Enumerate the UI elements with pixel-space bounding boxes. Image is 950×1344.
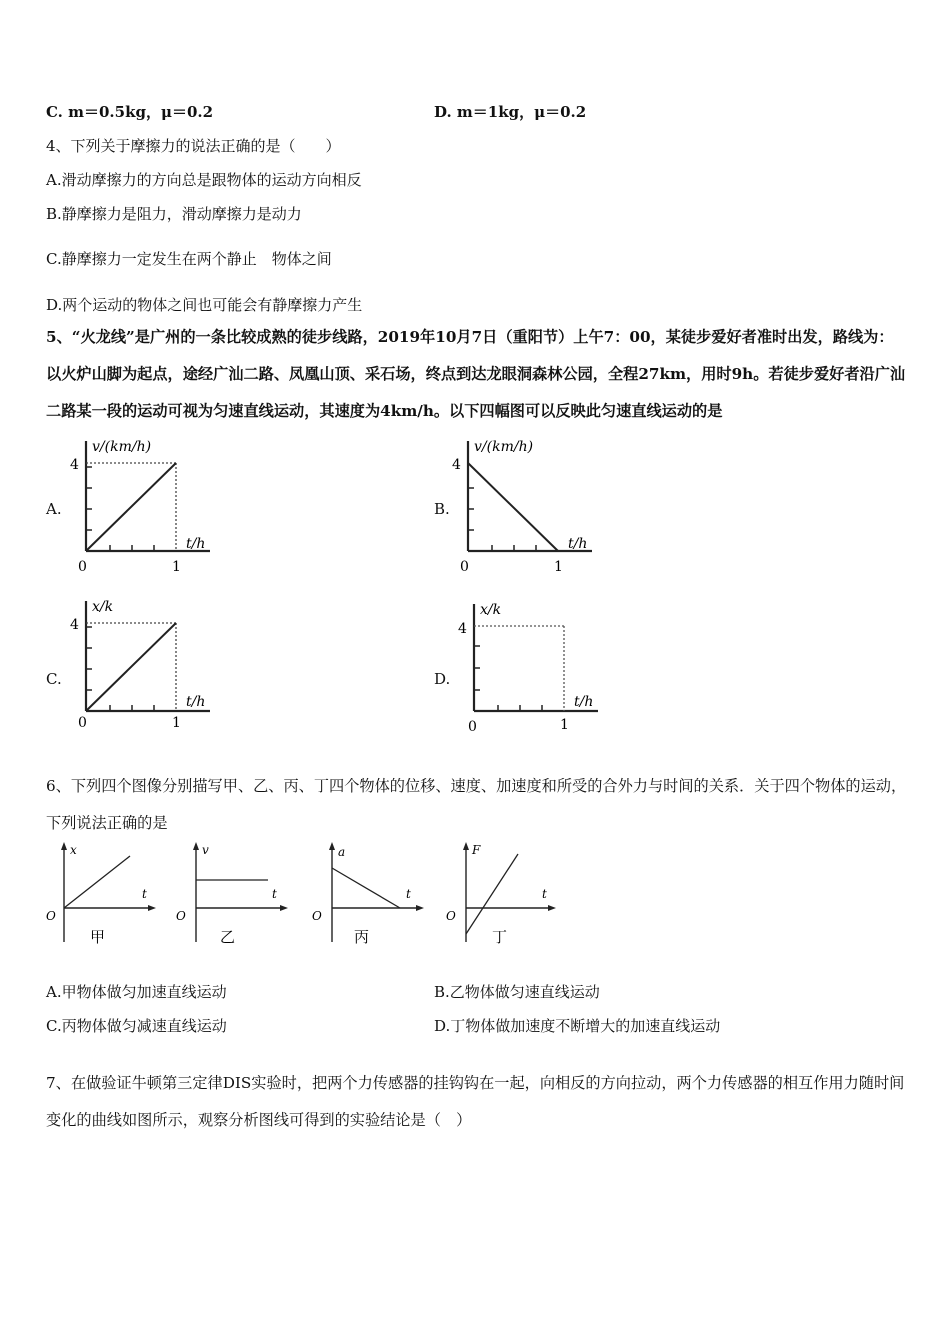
- q5-graph-a-xtick: 1: [172, 559, 181, 575]
- q4-stem: 4、下列关于摩擦力的说法正确的是（ ）: [46, 137, 341, 155]
- q5-graph-d-ytick: 4: [458, 621, 467, 637]
- q7-stem: 7、在做验证牛顿第三定律DIS实验时，把两个力传感器的挂钩钩在一起，向相反的方向拉动，两个力传感器的相互作用力随时间变化的曲线如图所示，观察分析图线可得到的实验结论是（ ）: [46, 1074, 905, 1129]
- q5-graph-c-ytick: 4: [70, 617, 79, 633]
- q5-graph-b-xlabel: t/h: [568, 536, 588, 552]
- q4-option-b: B.静摩擦力是阻力，滑动摩擦力是动力: [46, 205, 302, 223]
- q5-graph-d-xtick: 1: [560, 717, 569, 733]
- q6-graph-ding: [440, 842, 560, 950]
- q6-jia-caption: 甲: [90, 928, 106, 946]
- q5-graph-a-ylabel: v/(km/h): [92, 439, 152, 455]
- q6-jia-line: [64, 856, 130, 908]
- q5-graph-a-origin: 0: [78, 559, 87, 575]
- q5-graph-d-label: D.: [434, 670, 451, 688]
- q6-graph-yi: [172, 842, 292, 950]
- q6-jia-origin: O: [46, 909, 56, 923]
- q6-yi-origin: O: [176, 909, 186, 923]
- q5-graph-c-line: [86, 623, 176, 711]
- q5-graph-d-ylabel: x/k: [480, 602, 502, 618]
- q5-graph-d: [448, 596, 618, 746]
- q6-ding-ylabel: F: [472, 843, 481, 857]
- q5-graph-d-origin: 0: [468, 719, 477, 735]
- q6-ding-caption: 丁: [492, 928, 508, 946]
- q3-option-d: D. m＝1kg，μ＝0.2: [434, 103, 587, 121]
- q5-graph-a: [60, 433, 230, 583]
- q5-graph-b-label: B.: [434, 500, 450, 518]
- q6-option-c: C.丙物体做匀减速直线运动: [46, 1017, 227, 1035]
- q5-graph-b-ytick: 4: [452, 457, 461, 473]
- q5-graph-c: [60, 593, 230, 743]
- q6-jia-xlabel: t: [142, 887, 147, 901]
- q5-graph-b-xtick: 1: [554, 559, 563, 575]
- q4-option-d: D.两个运动的物体之间也可能会有静摩擦力产生: [46, 296, 363, 314]
- q5-graph-b: [442, 433, 612, 583]
- q5-graph-a-xlabel: t/h: [186, 536, 206, 552]
- q6-bing-xlabel: t: [406, 887, 411, 901]
- q6-graph-jia: [40, 842, 160, 950]
- q6-option-b: B.乙物体做匀速直线运动: [434, 983, 600, 1001]
- q6-bing-ylabel: a: [338, 845, 346, 859]
- q6-option-a: A.甲物体做匀加速直线运动: [46, 983, 227, 1001]
- q5-graph-b-ylabel: v/(km/h): [474, 439, 534, 455]
- q6-bing-caption: 丙: [354, 928, 370, 946]
- q6-option-d: D.丁物体做加速度不断增大的加速直线运动: [434, 1017, 721, 1035]
- q3-option-c: C. m＝0.5kg，μ＝0.2: [46, 103, 214, 121]
- q5-graph-b-origin: 0: [460, 559, 469, 575]
- q5-graph-b-line: [468, 463, 558, 551]
- q5-graph-d-xlabel: t/h: [574, 694, 594, 710]
- q4-option-c: C.静摩擦力一定发生在两个静止 物体之间: [46, 250, 332, 268]
- q5-graph-a-line: [86, 463, 176, 551]
- q6-yi-xlabel: t: [272, 887, 277, 901]
- q6-yi-caption: 乙: [220, 928, 236, 946]
- q5-graph-c-origin: 0: [78, 715, 87, 731]
- q6-ding-origin: O: [446, 909, 456, 923]
- q5-graph-c-xlabel: t/h: [186, 694, 206, 710]
- q6-ding-xlabel: t: [542, 887, 547, 901]
- q6-yi-ylabel: v: [202, 843, 209, 857]
- q5-stem: 5、“火龙线”是广州的一条比较成熟的徒步线路，2019年10月7日（重阳节）上午7：00，某徒步爱好者准时出发，路线为：以火炉山脚为起点，途经广汕二路、凤凰山顶、采石场，终点到达龙眼洞森林公园，全程27km，用时9h。若徒步爱好者沿广汕二路某一段的运动可视为匀速直线运动，其速度为4km/h。以下四幅图可以反映此匀速直线运动的是: [46, 328, 906, 420]
- q6-graph-bing: [310, 842, 430, 950]
- q5-graph-a-label: A.: [46, 500, 62, 518]
- q6-bing-origin: O: [312, 909, 322, 923]
- q6-jia-ylabel: x: [70, 843, 77, 857]
- q4-option-a: A.滑动摩擦力的方向总是跟物体的运动方向相反: [46, 171, 362, 189]
- q6-stem: 6、下列四个图像分别描写甲、乙、丙、丁四个物体的位移、速度、加速度和所受的合外力与时间的关系．关于四个物体的运动，下列说法正确的是: [46, 777, 907, 832]
- q5-graph-c-ylabel: x/k: [92, 599, 114, 615]
- q5-graph-a-ytick: 4: [70, 457, 79, 473]
- q6-ding-line: [466, 854, 518, 934]
- q6-bing-line: [332, 868, 400, 908]
- q5-graph-c-label: C.: [46, 670, 62, 688]
- q5-graph-c-xtick: 1: [172, 715, 181, 731]
